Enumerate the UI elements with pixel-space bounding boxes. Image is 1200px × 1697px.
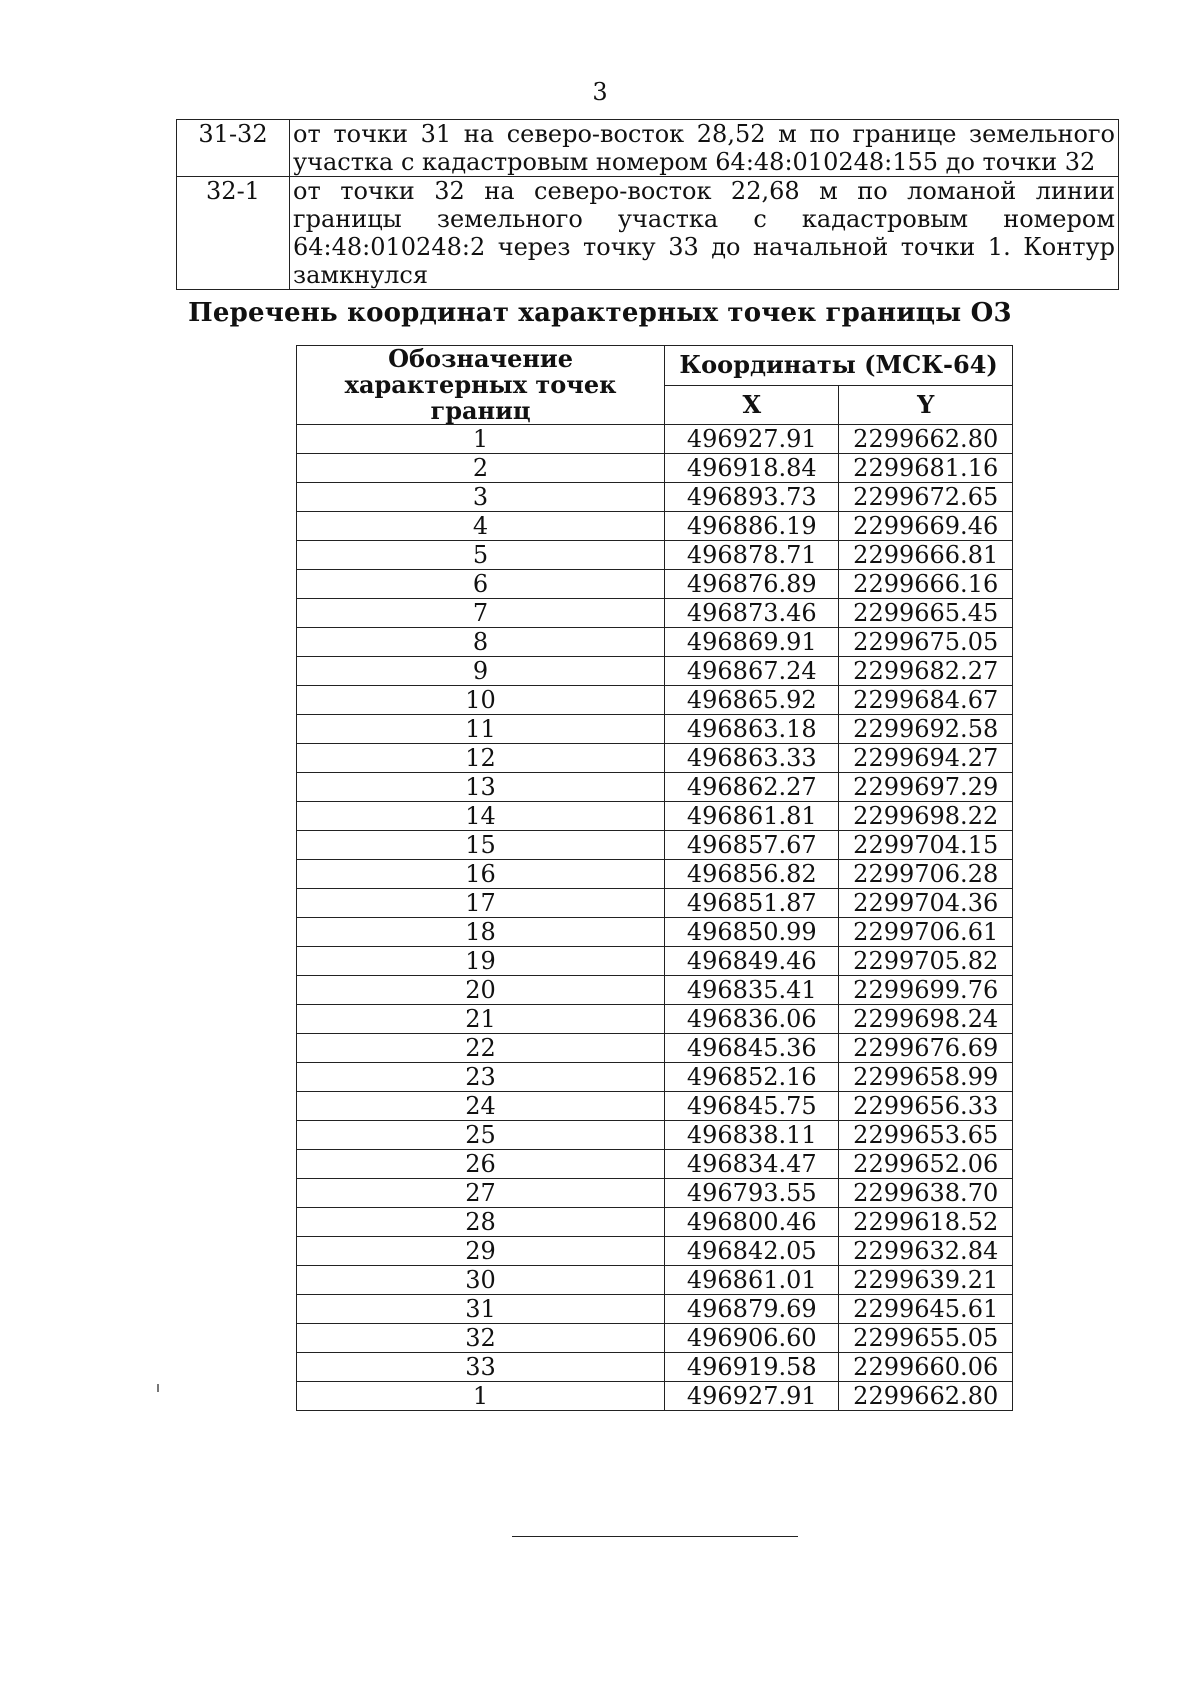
table-row (297, 715, 1013, 744)
table-row (297, 976, 1013, 1005)
table-row (297, 1295, 1013, 1324)
table-row (297, 1005, 1013, 1034)
end-of-document-line (512, 1536, 798, 1537)
y-coordinate-cell: 2299692.58 (839, 715, 1013, 744)
table-row (297, 1179, 1013, 1208)
point-cell: 33 (297, 1353, 665, 1382)
x-coordinate-cell: 496865.92 (665, 686, 839, 715)
x-coordinate-cell: 496927.91 (665, 425, 839, 454)
table-row (297, 773, 1013, 802)
point-cell: 32 (297, 1324, 665, 1353)
table-row (297, 1382, 1013, 1411)
table-row (297, 744, 1013, 773)
segment-id: 31-32 (177, 120, 290, 177)
point-cell: 8 (297, 628, 665, 657)
point-cell: 9 (297, 657, 665, 686)
point-cell: 3 (297, 483, 665, 512)
table-row (297, 802, 1013, 831)
table-row (297, 1237, 1013, 1266)
x-coordinate-cell: 496862.27 (665, 773, 839, 802)
y-coordinate-cell: 2299675.05 (839, 628, 1013, 657)
y-coordinate-cell: 2299632.84 (839, 1237, 1013, 1266)
point-cell: 21 (297, 1005, 665, 1034)
point-cell: 15 (297, 831, 665, 860)
x-coordinate-cell: 496836.06 (665, 1005, 839, 1034)
point-cell: 24 (297, 1092, 665, 1121)
y-coordinate-cell: 2299672.65 (839, 483, 1013, 512)
point-cell: 1 (297, 425, 665, 454)
table-row (297, 860, 1013, 889)
boundary-segments-table (176, 119, 1119, 290)
point-cell: 17 (297, 889, 665, 918)
y-coordinate-cell: 2299660.06 (839, 1353, 1013, 1382)
table-row (297, 541, 1013, 570)
x-coordinate-cell: 496834.47 (665, 1150, 839, 1179)
x-coordinate-cell: 496869.91 (665, 628, 839, 657)
x-coordinate-cell: 496852.16 (665, 1063, 839, 1092)
x-coordinate-cell: 496863.18 (665, 715, 839, 744)
point-cell: 2 (297, 454, 665, 483)
point-cell: 31 (297, 1295, 665, 1324)
y-column-header: Y (839, 385, 1013, 425)
x-coordinate-cell: 496835.41 (665, 976, 839, 1005)
point-cell: 26 (297, 1150, 665, 1179)
table-row (297, 1121, 1013, 1150)
table-row (297, 1150, 1013, 1179)
x-coordinate-cell: 496851.87 (665, 889, 839, 918)
table-row (297, 628, 1013, 657)
table-row (297, 512, 1013, 541)
y-coordinate-cell: 2299658.99 (839, 1063, 1013, 1092)
y-coordinate-cell: 2299653.65 (839, 1121, 1013, 1150)
x-coordinate-cell: 496838.11 (665, 1121, 839, 1150)
segment-id: 32-1 (177, 177, 290, 290)
table-row (297, 570, 1013, 599)
x-coordinate-cell: 496867.24 (665, 657, 839, 686)
x-coordinate-cell: 496919.58 (665, 1353, 839, 1382)
point-cell: 5 (297, 541, 665, 570)
y-coordinate-cell: 2299682.27 (839, 657, 1013, 686)
y-coordinate-cell: 2299669.46 (839, 512, 1013, 541)
coordinates-table-body (297, 425, 1013, 1411)
point-cell: 29 (297, 1237, 665, 1266)
y-coordinate-cell: 2299662.80 (839, 425, 1013, 454)
segment-row (177, 177, 1119, 290)
segment-description: от точки 32 на северо-восток 22,68 м по ломаной линии границы земельного участка с кадастровым номером 64:48:010248:2 через точку 33 до начальной точки 1. Контур замкнулся (290, 177, 1119, 290)
table-row (297, 1034, 1013, 1063)
x-coordinate-cell: 496918.84 (665, 454, 839, 483)
coordinates-header-row (297, 346, 1013, 386)
table-row (297, 947, 1013, 976)
x-coordinate-cell: 496845.75 (665, 1092, 839, 1121)
point-column-header: Обозначение характерных точек границ (297, 346, 665, 425)
point-cell: 25 (297, 1121, 665, 1150)
y-coordinate-cell: 2299639.21 (839, 1266, 1013, 1295)
point-cell: 7 (297, 599, 665, 628)
x-coordinate-cell: 496906.60 (665, 1324, 839, 1353)
table-row (297, 1353, 1013, 1382)
x-coordinate-cell: 496845.36 (665, 1034, 839, 1063)
table-row (297, 918, 1013, 947)
x-coordinate-cell: 496873.46 (665, 599, 839, 628)
table-row (297, 889, 1013, 918)
table-row (297, 686, 1013, 715)
page-number: 3 (592, 78, 608, 106)
table-row (297, 831, 1013, 860)
point-cell: 13 (297, 773, 665, 802)
table-row (297, 1324, 1013, 1353)
x-coordinate-cell: 496893.73 (665, 483, 839, 512)
y-coordinate-cell: 2299665.45 (839, 599, 1013, 628)
x-coordinate-cell: 496850.99 (665, 918, 839, 947)
point-cell: 28 (297, 1208, 665, 1237)
point-cell: 14 (297, 802, 665, 831)
y-coordinate-cell: 2299666.16 (839, 570, 1013, 599)
table-row (297, 454, 1013, 483)
point-cell: 20 (297, 976, 665, 1005)
y-coordinate-cell: 2299618.52 (839, 1208, 1013, 1237)
x-coordinate-cell: 496861.81 (665, 802, 839, 831)
coordinates-table (296, 345, 1013, 1411)
point-cell: 22 (297, 1034, 665, 1063)
y-coordinate-cell: 2299697.29 (839, 773, 1013, 802)
point-cell: 18 (297, 918, 665, 947)
y-coordinate-cell: 2299655.05 (839, 1324, 1013, 1353)
coordinates-column-header: Координаты (МСК-64) (665, 346, 1013, 386)
x-coordinate-cell: 496800.46 (665, 1208, 839, 1237)
x-coordinate-cell: 496876.89 (665, 570, 839, 599)
table-row (297, 1266, 1013, 1295)
point-cell: 10 (297, 686, 665, 715)
y-coordinate-cell: 2299645.61 (839, 1295, 1013, 1324)
point-cell: 12 (297, 744, 665, 773)
scan-mark (157, 1384, 159, 1392)
table-row (297, 483, 1013, 512)
point-cell: 11 (297, 715, 665, 744)
point-cell: 30 (297, 1266, 665, 1295)
segment-description: от точки 31 на северо-восток 28,52 м по границе земельного участка с кадастровым номером 64:48:010248:155 до точки 32 (290, 120, 1119, 177)
point-cell: 4 (297, 512, 665, 541)
y-coordinate-cell: 2299704.36 (839, 889, 1013, 918)
segment-row (177, 120, 1119, 177)
y-coordinate-cell: 2299704.15 (839, 831, 1013, 860)
y-coordinate-cell: 2299698.22 (839, 802, 1013, 831)
x-coordinate-cell: 496856.82 (665, 860, 839, 889)
x-coordinate-cell: 496849.46 (665, 947, 839, 976)
point-cell: 16 (297, 860, 665, 889)
y-coordinate-cell: 2299662.80 (839, 1382, 1013, 1411)
y-coordinate-cell: 2299666.81 (839, 541, 1013, 570)
table-row (297, 1063, 1013, 1092)
x-coordinate-cell: 496857.67 (665, 831, 839, 860)
y-coordinate-cell: 2299694.27 (839, 744, 1013, 773)
y-coordinate-cell: 2299706.61 (839, 918, 1013, 947)
y-coordinate-cell: 2299706.28 (839, 860, 1013, 889)
point-cell: 23 (297, 1063, 665, 1092)
y-coordinate-cell: 2299698.24 (839, 1005, 1013, 1034)
y-coordinate-cell: 2299684.67 (839, 686, 1013, 715)
x-coordinate-cell: 496863.33 (665, 744, 839, 773)
table-row (297, 657, 1013, 686)
y-coordinate-cell: 2299676.69 (839, 1034, 1013, 1063)
y-coordinate-cell: 2299699.76 (839, 976, 1013, 1005)
point-cell: 6 (297, 570, 665, 599)
x-coordinate-cell: 496927.91 (665, 1382, 839, 1411)
x-coordinate-cell: 496842.05 (665, 1237, 839, 1266)
y-coordinate-cell: 2299656.33 (839, 1092, 1013, 1121)
point-cell: 27 (297, 1179, 665, 1208)
x-coordinate-cell: 496878.71 (665, 541, 839, 570)
point-cell: 1 (297, 1382, 665, 1411)
y-coordinate-cell: 2299705.82 (839, 947, 1013, 976)
x-coordinate-cell: 496879.69 (665, 1295, 839, 1324)
x-coordinate-cell: 496861.01 (665, 1266, 839, 1295)
table-row (297, 425, 1013, 454)
x-column-header: X (665, 385, 839, 425)
table-row (297, 1208, 1013, 1237)
x-coordinate-cell: 496886.19 (665, 512, 839, 541)
y-coordinate-cell: 2299638.70 (839, 1179, 1013, 1208)
table-row (297, 599, 1013, 628)
table-row (297, 1092, 1013, 1121)
y-coordinate-cell: 2299681.16 (839, 454, 1013, 483)
section-title: Перечень координат характерных точек границы О3 (188, 298, 1012, 328)
x-coordinate-cell: 496793.55 (665, 1179, 839, 1208)
y-coordinate-cell: 2299652.06 (839, 1150, 1013, 1179)
point-cell: 19 (297, 947, 665, 976)
